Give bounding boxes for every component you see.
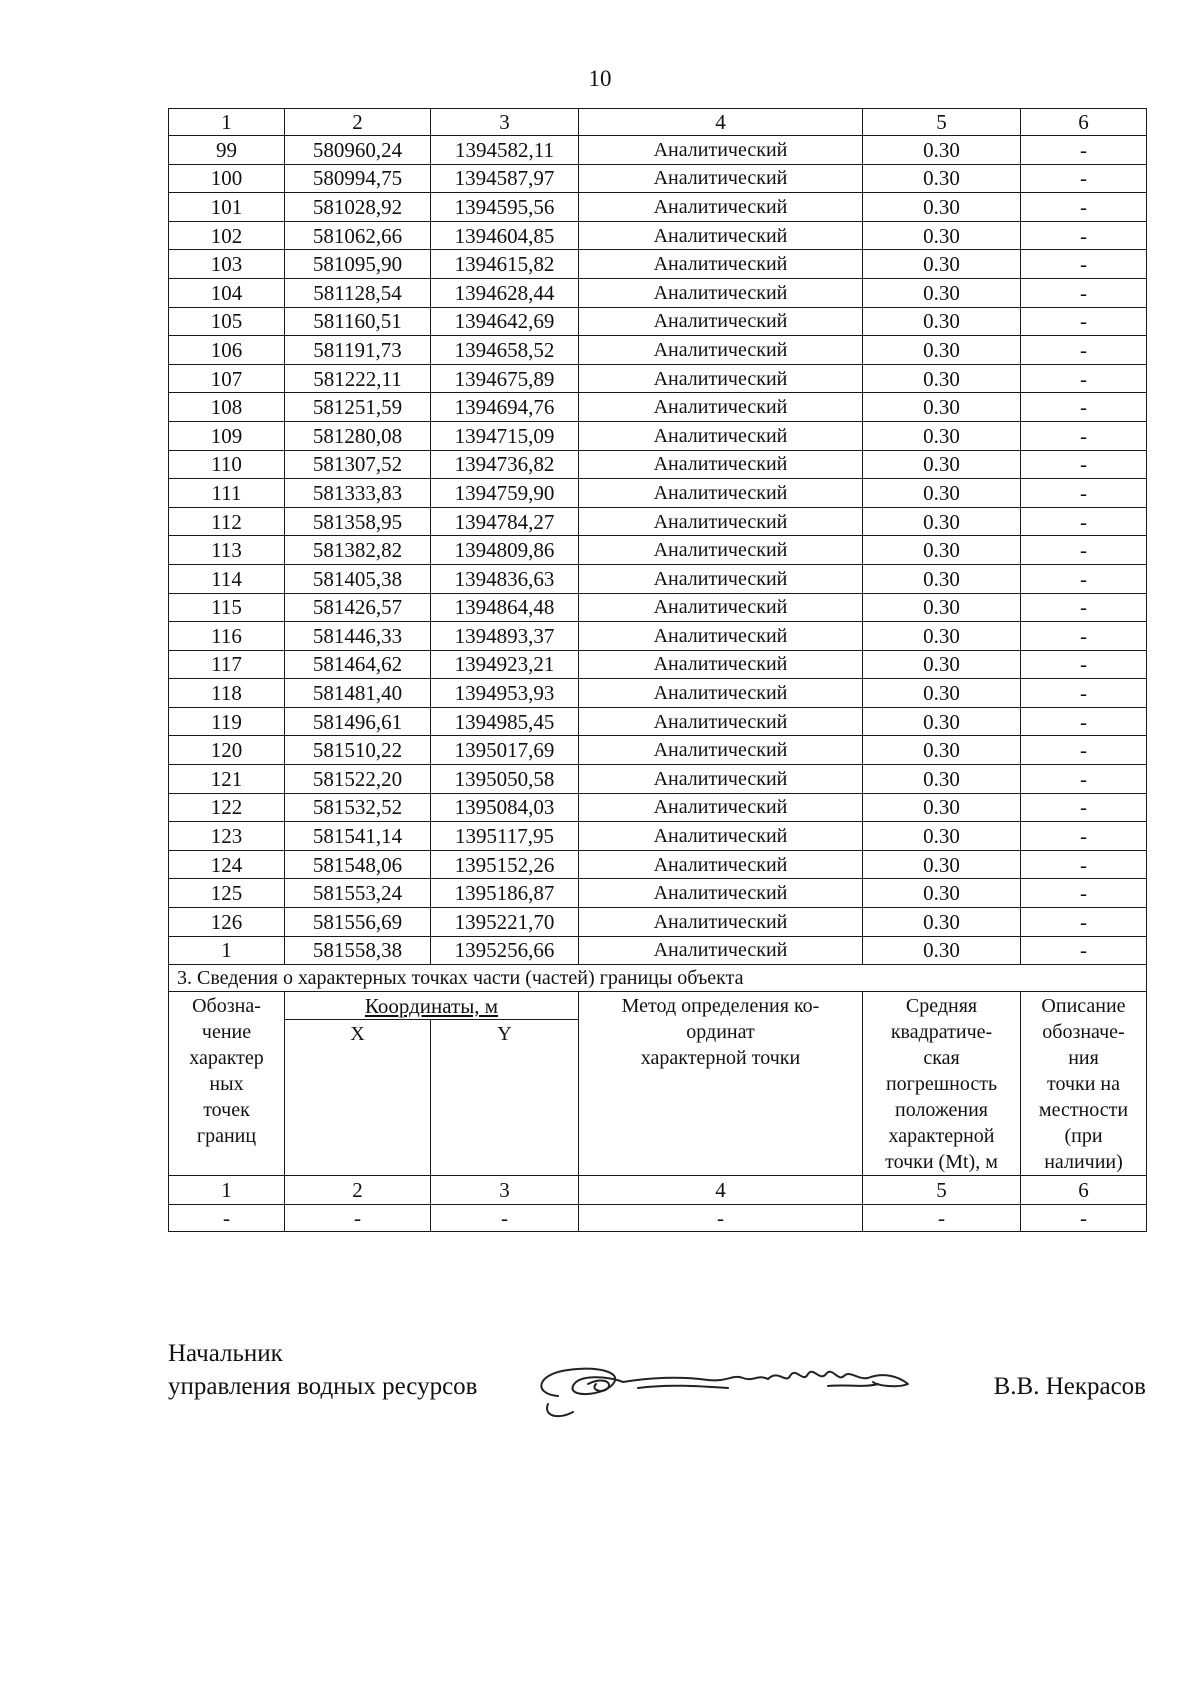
coord-x-cell: 581446,33: [285, 622, 431, 651]
header-method-text: Метод определения ко- ординат характерной точки: [621, 995, 820, 1070]
method-cell: Аналитический: [579, 193, 863, 222]
point-number-cell: 126: [169, 908, 285, 937]
error-value-cell: 0.30: [863, 908, 1021, 937]
table-row: [169, 593, 1147, 622]
coord-y-cell: 1394628,44: [431, 278, 579, 307]
method-cell: Аналитический: [579, 450, 863, 479]
method-cell: Аналитический: [579, 622, 863, 651]
table-row: [169, 421, 1147, 450]
error-value-cell: 0.30: [863, 850, 1021, 879]
header-designation-text: Обозна- чение характер ных точек границ: [189, 995, 264, 1148]
description-cell: -: [1021, 679, 1147, 708]
coord-x-cell: 581028,92: [285, 193, 431, 222]
coord-y-cell: 1394923,21: [431, 650, 579, 679]
description-cell: -: [1021, 908, 1147, 937]
method-cell: Аналитический: [579, 536, 863, 565]
method-cell: Аналитический: [579, 593, 863, 622]
header-method: [579, 992, 863, 1176]
description-cell: -: [1021, 193, 1147, 222]
method-cell: Аналитический: [579, 908, 863, 937]
error-value-cell: 0.30: [863, 679, 1021, 708]
table-row: [169, 164, 1147, 193]
coord-y-cell: 1394836,63: [431, 564, 579, 593]
coord-y-cell: 1395117,95: [431, 822, 579, 851]
coord-x-cell: 581358,95: [285, 507, 431, 536]
coord-y-cell: 1394715,09: [431, 421, 579, 450]
coord-y-cell: 1394604,85: [431, 221, 579, 250]
description-cell: -: [1021, 421, 1147, 450]
point-number-cell: 1: [169, 936, 285, 965]
description-cell: -: [1021, 250, 1147, 279]
column-number: 1: [169, 109, 285, 136]
section3-table-body: [169, 965, 1147, 1232]
description-cell: -: [1021, 622, 1147, 651]
coord-x-cell: 581128,54: [285, 278, 431, 307]
description-cell: -: [1021, 593, 1147, 622]
table-row: [169, 822, 1147, 851]
error-value-cell: 0.30: [863, 193, 1021, 222]
error-value-cell: 0.30: [863, 364, 1021, 393]
header-designation: [169, 992, 285, 1176]
error-value-cell: 0.30: [863, 250, 1021, 279]
method-cell: Аналитический: [579, 250, 863, 279]
table-row: [169, 707, 1147, 736]
column-number: 6: [1021, 1176, 1147, 1205]
coord-y-cell: 1394864,48: [431, 593, 579, 622]
table-row: [169, 364, 1147, 393]
table-row: [169, 936, 1147, 965]
header-y: Y: [431, 1020, 579, 1176]
point-number-cell: 125: [169, 879, 285, 908]
error-value-cell: 0.30: [863, 593, 1021, 622]
coord-y-cell: 1394736,82: [431, 450, 579, 479]
coord-x-cell: 581556,69: [285, 908, 431, 937]
method-cell: Аналитический: [579, 679, 863, 708]
coord-x-cell: 581251,59: [285, 393, 431, 422]
table-row: [169, 536, 1147, 565]
header-error-text: Средняя квадратиче- ская погрешность положения характерной точки (Mt), м: [885, 995, 998, 1174]
signatory-title-line1: Начальник: [168, 1340, 283, 1367]
table-row: [169, 336, 1147, 365]
page-number: 10: [588, 66, 612, 91]
table-cell: -: [579, 1205, 863, 1232]
description-cell: -: [1021, 336, 1147, 365]
coordinates-table: [168, 108, 1147, 1232]
column-number: 4: [579, 1176, 863, 1205]
coord-y-cell: 1395221,70: [431, 908, 579, 937]
column-number: 5: [863, 109, 1021, 136]
description-cell: -: [1021, 707, 1147, 736]
point-number-cell: 117: [169, 650, 285, 679]
coord-y-cell: 1394694,76: [431, 393, 579, 422]
coord-y-cell: 1394784,27: [431, 507, 579, 536]
point-number-cell: 120: [169, 736, 285, 765]
error-value-cell: 0.30: [863, 564, 1021, 593]
coord-y-cell: 1394587,97: [431, 164, 579, 193]
description-cell: -: [1021, 450, 1147, 479]
coord-x-cell: 581095,90: [285, 250, 431, 279]
error-value-cell: 0.30: [863, 393, 1021, 422]
point-number-cell: 111: [169, 479, 285, 508]
coord-x-cell: 581222,11: [285, 364, 431, 393]
coord-y-cell: 1394582,11: [431, 136, 579, 165]
error-value-cell: 0.30: [863, 650, 1021, 679]
coord-y-cell: 1395186,87: [431, 879, 579, 908]
method-cell: Аналитический: [579, 364, 863, 393]
method-cell: Аналитический: [579, 736, 863, 765]
method-cell: Аналитический: [579, 707, 863, 736]
method-cell: Аналитический: [579, 879, 863, 908]
point-number-cell: 104: [169, 278, 285, 307]
error-value-cell: 0.30: [863, 507, 1021, 536]
method-cell: Аналитический: [579, 650, 863, 679]
method-cell: Аналитический: [579, 564, 863, 593]
coord-x-cell: 581558,38: [285, 936, 431, 965]
method-cell: Аналитический: [579, 479, 863, 508]
coordinates-table-body: [169, 109, 1147, 965]
table-row: [169, 307, 1147, 336]
table-row: [169, 622, 1147, 651]
coord-y-cell: 1395256,66: [431, 936, 579, 965]
signatory-title-line2: управления водных ресурсов: [168, 1373, 478, 1400]
description-cell: -: [1021, 765, 1147, 794]
coord-x-cell: 580994,75: [285, 164, 431, 193]
method-cell: Аналитический: [579, 421, 863, 450]
header-description-text: Описание обозначе- ния точки на местности (при наличии): [1038, 995, 1129, 1174]
table-row: [169, 450, 1147, 479]
point-number-cell: 105: [169, 307, 285, 336]
table-cell: -: [169, 1205, 285, 1232]
coord-y-cell: 1395084,03: [431, 793, 579, 822]
error-value-cell: 0.30: [863, 336, 1021, 365]
error-value-cell: 0.30: [863, 879, 1021, 908]
error-value-cell: 0.30: [863, 707, 1021, 736]
method-cell: Аналитический: [579, 221, 863, 250]
method-cell: Аналитический: [579, 507, 863, 536]
description-cell: -: [1021, 536, 1147, 565]
column-number: 2: [285, 109, 431, 136]
point-number-cell: 114: [169, 564, 285, 593]
coord-x-cell: 581382,82: [285, 536, 431, 565]
coord-x-cell: 581191,73: [285, 336, 431, 365]
table-row: [169, 879, 1147, 908]
description-cell: -: [1021, 736, 1147, 765]
table-row: [169, 250, 1147, 279]
column-number: 6: [1021, 109, 1147, 136]
point-number-cell: 109: [169, 421, 285, 450]
point-number-cell: 110: [169, 450, 285, 479]
table-row: [169, 507, 1147, 536]
description-cell: -: [1021, 221, 1147, 250]
point-number-cell: 101: [169, 193, 285, 222]
column-number: 5: [863, 1176, 1021, 1205]
description-cell: -: [1021, 364, 1147, 393]
error-value-cell: 0.30: [863, 822, 1021, 851]
table-row: [169, 679, 1147, 708]
coord-x-cell: 581426,57: [285, 593, 431, 622]
signature-block: [168, 1340, 1146, 1420]
table-row: [169, 793, 1147, 822]
section3-column-number-row: [169, 1176, 1147, 1205]
point-number-cell: 113: [169, 536, 285, 565]
table-cell: -: [863, 1205, 1021, 1232]
coord-x-cell: 580960,24: [285, 136, 431, 165]
point-number-cell: 112: [169, 507, 285, 536]
column-number: 4: [579, 109, 863, 136]
method-cell: Аналитический: [579, 765, 863, 794]
table-row: [169, 136, 1147, 165]
table-row: [169, 850, 1147, 879]
method-cell: Аналитический: [579, 936, 863, 965]
coord-x-cell: 581541,14: [285, 822, 431, 851]
method-cell: Аналитический: [579, 822, 863, 851]
coord-x-cell: 581405,38: [285, 564, 431, 593]
table-row: [169, 479, 1147, 508]
error-value-cell: 0.30: [863, 421, 1021, 450]
point-number-cell: 102: [169, 221, 285, 250]
column-number-row: [169, 109, 1147, 136]
table-row: [169, 908, 1147, 937]
point-number-cell: 106: [169, 336, 285, 365]
table-row: [169, 278, 1147, 307]
point-number-cell: 99: [169, 136, 285, 165]
error-value-cell: 0.30: [863, 536, 1021, 565]
column-number: 1: [169, 1176, 285, 1205]
section3-empty-row: [169, 1205, 1147, 1232]
coord-y-cell: 1394658,52: [431, 336, 579, 365]
description-cell: -: [1021, 850, 1147, 879]
header-description: [1021, 992, 1147, 1176]
method-cell: Аналитический: [579, 136, 863, 165]
coord-y-cell: 1395050,58: [431, 765, 579, 794]
description-cell: -: [1021, 136, 1147, 165]
coord-x-cell: 581496,61: [285, 707, 431, 736]
method-cell: Аналитический: [579, 393, 863, 422]
description-cell: -: [1021, 936, 1147, 965]
column-number: 3: [431, 1176, 579, 1205]
point-number-cell: 108: [169, 393, 285, 422]
handwritten-signature: [528, 1354, 938, 1424]
table-row: [169, 393, 1147, 422]
column-number: 3: [431, 109, 579, 136]
table-cell: -: [285, 1205, 431, 1232]
error-value-cell: 0.30: [863, 622, 1021, 651]
error-value-cell: 0.30: [863, 765, 1021, 794]
point-number-cell: 122: [169, 793, 285, 822]
point-number-cell: 115: [169, 593, 285, 622]
method-cell: Аналитический: [579, 336, 863, 365]
coord-y-cell: 1394893,37: [431, 622, 579, 651]
description-cell: -: [1021, 822, 1147, 851]
description-cell: -: [1021, 278, 1147, 307]
error-value-cell: 0.30: [863, 307, 1021, 336]
method-cell: Аналитический: [579, 307, 863, 336]
error-value-cell: 0.30: [863, 936, 1021, 965]
coord-y-cell: 1394759,90: [431, 479, 579, 508]
point-number-cell: 116: [169, 622, 285, 651]
column-number: 2: [285, 1176, 431, 1205]
error-value-cell: 0.30: [863, 278, 1021, 307]
coord-x-cell: 581160,51: [285, 307, 431, 336]
coord-y-cell: 1394595,56: [431, 193, 579, 222]
coord-x-cell: 581333,83: [285, 479, 431, 508]
description-cell: -: [1021, 307, 1147, 336]
description-cell: -: [1021, 879, 1147, 908]
table-row: [169, 193, 1147, 222]
error-value-cell: 0.30: [863, 136, 1021, 165]
coord-x-cell: 581532,52: [285, 793, 431, 822]
coord-x-cell: 581062,66: [285, 221, 431, 250]
coord-y-cell: 1395152,26: [431, 850, 579, 879]
error-value-cell: 0.30: [863, 479, 1021, 508]
coord-y-cell: 1394953,93: [431, 679, 579, 708]
point-number-cell: 118: [169, 679, 285, 708]
table-row: [169, 765, 1147, 794]
point-number-cell: 121: [169, 765, 285, 794]
description-cell: -: [1021, 164, 1147, 193]
description-cell: -: [1021, 793, 1147, 822]
description-cell: -: [1021, 393, 1147, 422]
error-value-cell: 0.30: [863, 164, 1021, 193]
table-row: [169, 650, 1147, 679]
coord-x-cell: 581481,40: [285, 679, 431, 708]
coord-x-cell: 581553,24: [285, 879, 431, 908]
error-value-cell: 0.30: [863, 793, 1021, 822]
section3-header-row: [169, 992, 1147, 1020]
header-x: X: [285, 1020, 431, 1176]
coord-y-cell: 1394642,69: [431, 307, 579, 336]
table-cell: -: [1021, 1205, 1147, 1232]
coord-x-cell: 581464,62: [285, 650, 431, 679]
table-row: [169, 221, 1147, 250]
header-error: [863, 992, 1021, 1176]
signatory-name: В.В. Некрасов: [993, 1373, 1146, 1400]
method-cell: Аналитический: [579, 278, 863, 307]
header-coordinates: Координаты, м: [285, 992, 579, 1020]
coord-x-cell: 581522,20: [285, 765, 431, 794]
coord-y-cell: 1394675,89: [431, 364, 579, 393]
method-cell: Аналитический: [579, 850, 863, 879]
error-value-cell: 0.30: [863, 450, 1021, 479]
point-number-cell: 100: [169, 164, 285, 193]
error-value-cell: 0.30: [863, 736, 1021, 765]
coord-y-cell: 1394809,86: [431, 536, 579, 565]
table-cell: -: [431, 1205, 579, 1232]
point-number-cell: 124: [169, 850, 285, 879]
coord-x-cell: 581510,22: [285, 736, 431, 765]
description-cell: -: [1021, 564, 1147, 593]
method-cell: Аналитический: [579, 164, 863, 193]
point-number-cell: 103: [169, 250, 285, 279]
description-cell: -: [1021, 479, 1147, 508]
coord-x-cell: 581548,06: [285, 850, 431, 879]
coord-y-cell: 1394985,45: [431, 707, 579, 736]
point-number-cell: 119: [169, 707, 285, 736]
description-cell: -: [1021, 507, 1147, 536]
point-number-cell: 107: [169, 364, 285, 393]
coord-y-cell: 1395017,69: [431, 736, 579, 765]
table-row: [169, 564, 1147, 593]
table-row: [169, 736, 1147, 765]
coord-y-cell: 1394615,82: [431, 250, 579, 279]
method-cell: Аналитический: [579, 793, 863, 822]
coord-x-cell: 581280,08: [285, 421, 431, 450]
section3-title-row: [169, 965, 1147, 992]
coord-x-cell: 581307,52: [285, 450, 431, 479]
description-cell: -: [1021, 650, 1147, 679]
section3-title: 3. Сведения о характерных точках части (частей) границы объекта: [169, 965, 1147, 992]
error-value-cell: 0.30: [863, 221, 1021, 250]
point-number-cell: 123: [169, 822, 285, 851]
